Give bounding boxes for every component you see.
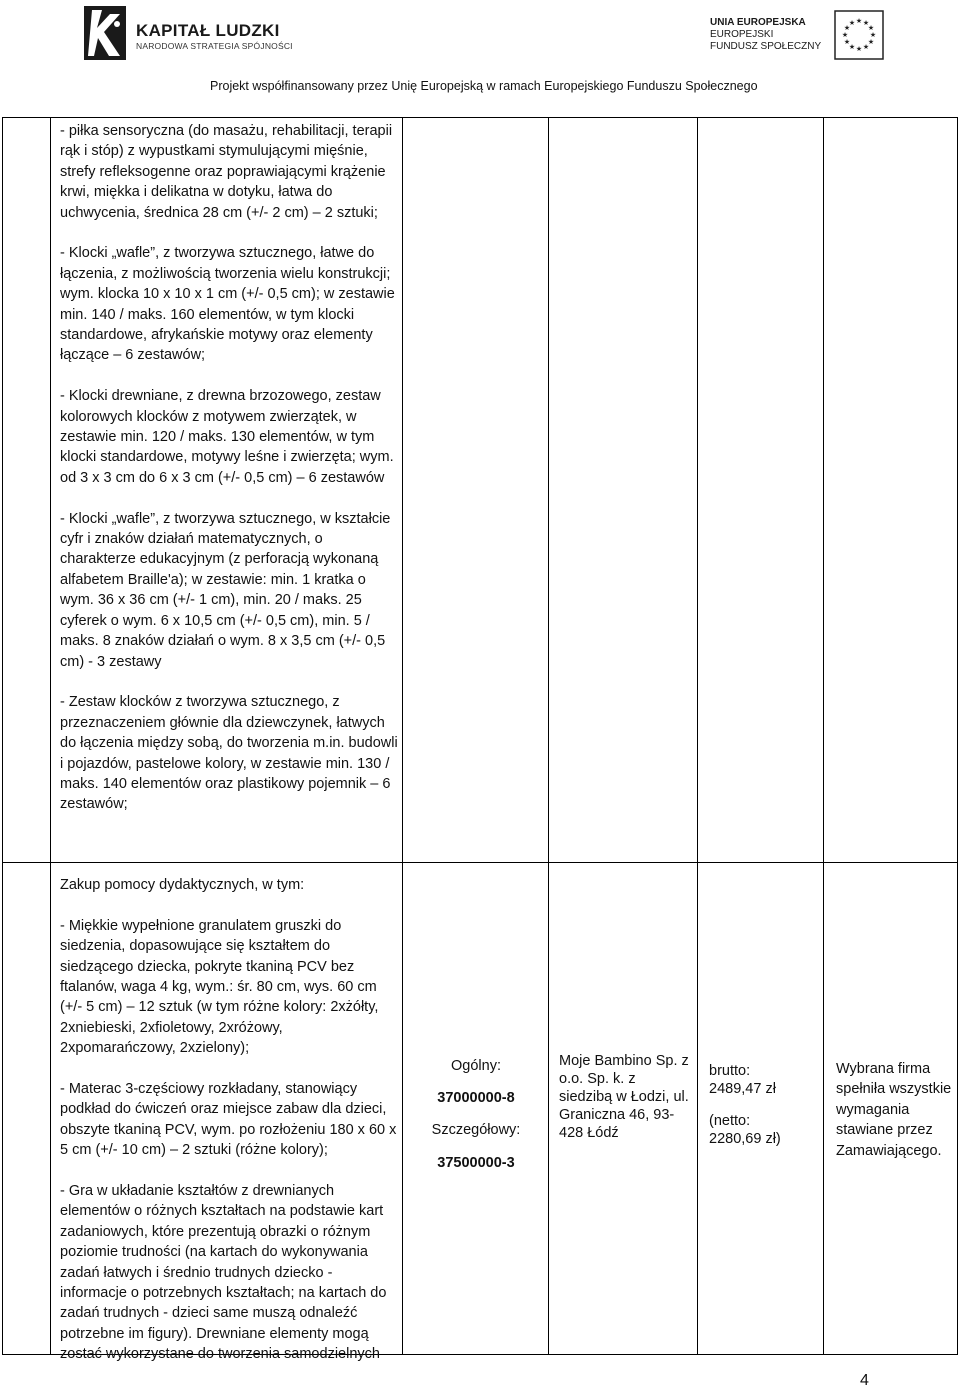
cpv-general-code: 37000000-8 [437, 1090, 515, 1107]
eu-logo-line1: UNIA EUROPEJSKA [710, 17, 806, 28]
svg-text:★: ★ [848, 43, 856, 51]
eu-logo [700, 10, 890, 60]
item-wafle-blocks: - Klocki „wafle”, z tworzywa sztucznego, łatwe do łączenia, z możliwością tworzenia wielu konstrukcji; wym. klocka 10 x 10 x 1 cm (+/- 0,5 cm); w zestawie min. 140 / maks. 160 elementów, w tym klocki standardowe, afrykańskie motywy oraz elementy łączące – 6 zestawów; [60, 245, 395, 364]
svg-text:★: ★ [855, 45, 863, 53]
table-col-divider-1 [50, 117, 51, 1355]
cpv-codes [410, 1054, 542, 1175]
kl-logo-title: KAPITAŁ LUDZKI [136, 21, 280, 40]
eu-logo-line2: EUROPEJSKI [710, 29, 774, 40]
svg-text:★: ★ [855, 17, 863, 25]
cpv-detail-label: Szczegółowy: [431, 1122, 521, 1139]
price-net-label: (netto: [709, 1113, 751, 1129]
svg-text:★: ★ [862, 19, 870, 27]
row2-description [60, 875, 398, 1365]
svg-text:★: ★ [843, 24, 851, 32]
kapital-ludzki-emblem-icon [82, 4, 128, 62]
cpv-general-label: Ogólny: [451, 1058, 501, 1074]
item-sensory-ball: - piłka sensoryczna (do masażu, rehabilitacji, terapii rąk i stóp) z wypustkami stymulującymi mięśnie, strefy refleksogenne oraz poprawiającymi krążenie krwi, miękka i delikatna w dotyku, łatwa do uchwycenia, średnica 28 cm (+/- 2 cm) – 2 sztuki; [60, 123, 393, 221]
svg-text:★: ★ [867, 38, 875, 46]
table-row-divider [2, 862, 958, 863]
svg-text:★: ★ [848, 19, 856, 27]
table-right-border [957, 117, 958, 1355]
row1-description [60, 121, 398, 815]
svg-text:★: ★ [862, 43, 870, 51]
item-wooden-blocks: - Klocki drewniane, z drewna brzozowego, zestaw kolorowych klocków z motywem zwierzątek, w zestawie min. 120 / maks. 130 elementów, w tym klocki standardowe, motywy leśne i zwierzęta; wym. od 3 x 3 cm do 6 x 3 cm (+/- 0,5 cm) – 6 zestawów [60, 388, 394, 486]
selection-justification: Wybrana firma spełniła wszystkie wymagania stawiane przez Zamawiającego. [836, 1061, 952, 1159]
item-mattress: - Materac 3-częściowy rozkładany, stanowiący podkład do ćwiczeń oraz miejsce zabaw dla dzieci, obszyte tkaniną PCV, wym. po rozłożeniu 180 x 60 x 5 cm (+/- 10 cm) – 2 sztuki (różne kolory); [60, 1081, 397, 1159]
svg-text:★: ★ [869, 31, 877, 39]
project-cofinancing-line: Projekt współfinansowany przez Unię Europejską w ramach Europejskiego Funduszu Społecznego [210, 79, 758, 93]
table-col-divider-3 [548, 117, 549, 1355]
purchase-intro: Zakup pomocy dydaktycznych, w tym: [60, 877, 305, 893]
eu-flag-icon [834, 10, 884, 60]
item-girls-blocks-set: - Zestaw klocków z tworzywa sztucznego, z przeznaczeniem głównie dla dziewczynek, łatwych do łączenia między sobą, do tworzenia m.in. budowli i pojazdów, pastelowe kolory, w zestawie min. 130 / maks. 140 elementów oraz plastikowy pojemnik – 6 zestawów; [60, 694, 398, 813]
svg-text:★: ★ [841, 31, 849, 39]
svg-text:★: ★ [843, 38, 851, 46]
price-gross-label: brutto: [709, 1063, 751, 1079]
table-top-border [2, 117, 958, 118]
eu-logo-line3: FUNDUSZ SPOŁECZNY [710, 41, 822, 52]
table-col-divider-5 [823, 117, 824, 1355]
contractor-info: Moje Bambino Sp. z o.o. Sp. k. z siedzibą w Łodzi, ul. Graniczna 46, 93-428 Łódź [559, 1053, 689, 1141]
item-shape-game: - Gra w układanie kształtów z drewnianych elementów o różnych kształtach na podstawie kart zadaniowych, które prezentują obrazki o różnym poziomie trudności (na kartach do wykonywania zadań łatwych i średnio trudnych dziecko - informacje o potrzebnych kształtach; na kartach do zadań trudnych - dzieci same muszą odnaleźć potrzebne im figury). Drewniane elementy mogą zostać wykorzystane do tworzenia samodzielnych [60, 1183, 387, 1363]
svg-text:★: ★ [867, 24, 875, 32]
cpv-detail-code: 37500000-3 [437, 1154, 515, 1171]
kl-logo-subtitle: NARODOWA STRATEGIA SPÓJNOŚCI [136, 41, 293, 51]
table-left-border [2, 117, 3, 1355]
item-bean-bags: - Miękkie wypełnione granulatem gruszki do siedzenia, dopasowujące się kształtem do siedzącego dziecka, pokryte tkaniną PCV bez ftalanów, waga 4 kg, wym.: śr. 80 cm, wys. 60 cm (+/- 5 cm) – 12 sztuk (w tym różne kolory: 2xżółty, 2xniebieski, 2xfioletowy, 2xróżowy, 2xpomarańczowy, 2xzielony); [60, 917, 379, 1057]
price-net-value: 2280,69 zł) [709, 1131, 781, 1147]
page-number: 4 [860, 1372, 869, 1389]
price-info [709, 1062, 819, 1148]
price-gross-value: 2489,47 zł [709, 1081, 776, 1097]
table-col-divider-4 [697, 117, 698, 1355]
table-col-divider-2 [402, 117, 403, 1355]
item-math-wafle-blocks: - Klocki „wafle”, z tworzywa sztucznego, w kształcie cyfr i znaków działań matematycznych, o charakterze edukacyjnym (z perforacją wykonaną alfabetem Braille'a); w zestawie: min. 1 kratka o wym. 36 x 36 cm (+/- 1 cm), min. 20 / maks. 25 cyferek o wym. 6 x 10,5 cm (+/- 0,5 cm), min. 5 / maks. 8 znaków działań o wym. 8 x 3,5 cm (+/- 0,5 cm) - 3 zestawy [60, 510, 391, 670]
kapital-ludzki-logo [82, 4, 293, 62]
